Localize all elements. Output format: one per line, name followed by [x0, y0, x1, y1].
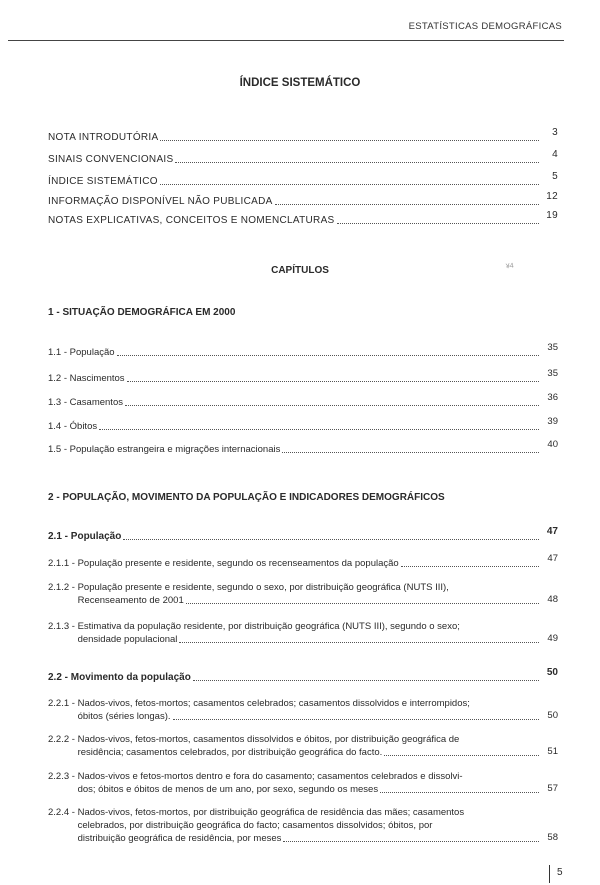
toc-label-line-2: Recenseamento de 2001	[77, 595, 184, 606]
toc-page: 50	[546, 667, 558, 678]
toc-label: 1.3 - Casamentos	[48, 397, 123, 408]
toc-page: 35	[547, 342, 558, 353]
toc-label: 2.2 - Movimento da população	[48, 672, 191, 683]
toc-label: 2.1 - População	[48, 531, 122, 542]
toc-entry-sinais-convencionais	[48, 149, 558, 166]
section-1-title: 1 - SITUAÇÃO DEMOGRÁFICA EM 2000	[48, 307, 236, 318]
toc-label: NOTA INTRODUTÓRIA	[48, 132, 159, 143]
dot-leader	[117, 355, 539, 356]
dot-leader	[275, 204, 539, 205]
toc-page: 35	[547, 368, 558, 379]
toc-entry-2-1	[48, 526, 558, 543]
toc-entry-indice-sistematico	[48, 171, 558, 188]
toc-page: 40	[547, 439, 558, 450]
toc-page: 57	[547, 783, 558, 794]
toc-label: 1.1 - População	[48, 347, 115, 358]
dot-leader	[123, 539, 539, 540]
toc-number: 2.2.3 -	[48, 771, 78, 782]
toc-label-line-1: Nados-vivos, fetos-mortos, por distribuição geográfica de residência das mães; casamentos	[77, 807, 465, 818]
header-rule	[8, 40, 564, 41]
toc-label-line-2: celebrados, por distribuição geográfica do facto; casamentos dissolvidos; óbitos, por	[77, 820, 433, 831]
toc-label: ÍNDICE SISTEMÁTICO	[48, 176, 158, 187]
toc-page: 3	[552, 127, 558, 138]
toc-page: 36	[547, 392, 558, 403]
dot-leader	[125, 405, 539, 406]
toc-entry-1-1	[48, 342, 558, 359]
toc-page: 12	[546, 191, 558, 202]
toc-page: 51	[547, 746, 558, 757]
dot-leader	[179, 642, 539, 643]
toc-page: 47	[546, 526, 558, 537]
dot-leader	[193, 680, 539, 681]
folio-bar	[549, 865, 550, 883]
dot-leader	[175, 162, 539, 163]
toc-number: 2.2.2 -	[48, 734, 78, 745]
dot-leader	[186, 603, 539, 604]
toc-label: 1.5 - População estrangeira e migrações internacionais	[48, 444, 281, 455]
dot-leader	[99, 429, 539, 430]
running-head: ESTATÍSTICAS DEMOGRÁFICAS	[408, 21, 562, 32]
toc-number: 2.1.1 -	[48, 558, 78, 569]
toc-label-line-1: Estimativa da população residente, por distribuição geográfica (NUTS III), segundo o sexo;	[77, 621, 460, 632]
toc-entry-2-2	[48, 667, 558, 684]
toc-entry-2-2-3	[48, 770, 558, 796]
dot-leader	[401, 566, 539, 567]
dot-leader	[337, 223, 539, 224]
chapters-heading: CAPÍTULOS	[271, 265, 329, 276]
dot-leader	[173, 719, 539, 720]
toc-number: 2.1.2 -	[48, 582, 78, 593]
toc-page: 48	[547, 594, 558, 605]
toc-label-line-2: densidade populacional	[77, 634, 178, 645]
dot-leader	[384, 755, 539, 756]
toc-entry-informacao-disponivel	[48, 191, 558, 208]
toc-number: 2.2.1 -	[48, 698, 78, 709]
toc-entry-2-2-4	[48, 806, 558, 845]
toc-page: 47	[547, 553, 558, 564]
section-2-title: 2 - POPULAÇÃO, MOVIMENTO DA POPULAÇÃO E INDICADORES DEMOGRÁFICOS	[48, 492, 445, 503]
toc-label-line-2: dos; óbitos e óbitos de menos de um ano, por sexo, segundo os meses	[77, 784, 379, 795]
toc-entry-1-4	[48, 416, 558, 433]
dot-leader	[160, 184, 539, 185]
toc-entry-2-2-1	[48, 697, 558, 723]
toc-label-line-1: Nados-vivos e fetos-mortos dentro e fora do casamento; casamentos celebrados e dissolvi-	[77, 771, 463, 782]
toc-page: 50	[547, 710, 558, 721]
dot-leader	[282, 452, 539, 453]
toc-label-line-2: óbitos (séries longas).	[77, 711, 171, 722]
page-title: ÍNDICE SISTEMÁTICO	[239, 77, 361, 89]
toc-label: População presente e residente, segundo os recenseamentos da população	[77, 558, 399, 569]
dot-leader	[380, 792, 539, 793]
toc-entry-2-1-3	[48, 620, 558, 646]
toc-entry-1-5	[48, 439, 558, 456]
toc-page: 58	[547, 832, 558, 843]
toc-entry-nota-introdutoria	[48, 127, 558, 144]
toc-label: NOTAS EXPLICATIVAS, CONCEITOS E NOMENCLATURAS	[48, 215, 335, 226]
toc-number: 2.1.3 -	[48, 621, 78, 632]
toc-label-line-1: Nados-vivos, fetos-mortos, casamentos dissolvidos e óbitos, por distribuição geográfica de	[77, 734, 460, 745]
toc-label: INFORMAÇÃO DISPONÍVEL NÃO PUBLICADA	[48, 196, 273, 207]
toc-label-line-1: Nados-vivos, fetos-mortos; casamentos celebrados; casamentos dissolvidos e interrompidos;	[77, 698, 470, 709]
dot-leader	[283, 841, 539, 842]
page-number: 5	[557, 867, 563, 878]
stamp-mark: ¥4	[505, 262, 515, 271]
toc-page: 49	[547, 633, 558, 644]
toc-page: 4	[552, 149, 558, 160]
dot-leader	[127, 381, 539, 382]
toc-page: 39	[547, 416, 558, 427]
toc-page: 5	[552, 171, 558, 182]
toc-label-line-3: distribuição geográfica de residência, por meses	[77, 833, 282, 844]
toc-label: 1.4 - Óbitos	[48, 421, 98, 432]
toc-entry-1-3	[48, 392, 558, 409]
toc-number: 2.2.4 -	[48, 807, 78, 818]
toc-page: 19	[546, 210, 558, 221]
toc-entry-2-2-2	[48, 733, 558, 759]
toc-label-line-2: residência; casamentos celebrados, por distribuição geográfica do facto.	[77, 747, 383, 758]
toc-label-line-1: População presente e residente, segundo o sexo, por distribuição geográfica (NUTS III),	[77, 582, 449, 593]
dot-leader	[160, 140, 539, 141]
toc-label: SINAIS CONVENCIONAIS	[48, 154, 174, 165]
toc-label: 1.2 - Nascimentos	[48, 373, 125, 384]
toc-entry-2-1-2	[48, 581, 558, 607]
toc-entry-notas-explicativas	[48, 210, 558, 227]
toc-entry-2-1-1	[48, 553, 558, 570]
toc-entry-1-2	[48, 368, 558, 385]
